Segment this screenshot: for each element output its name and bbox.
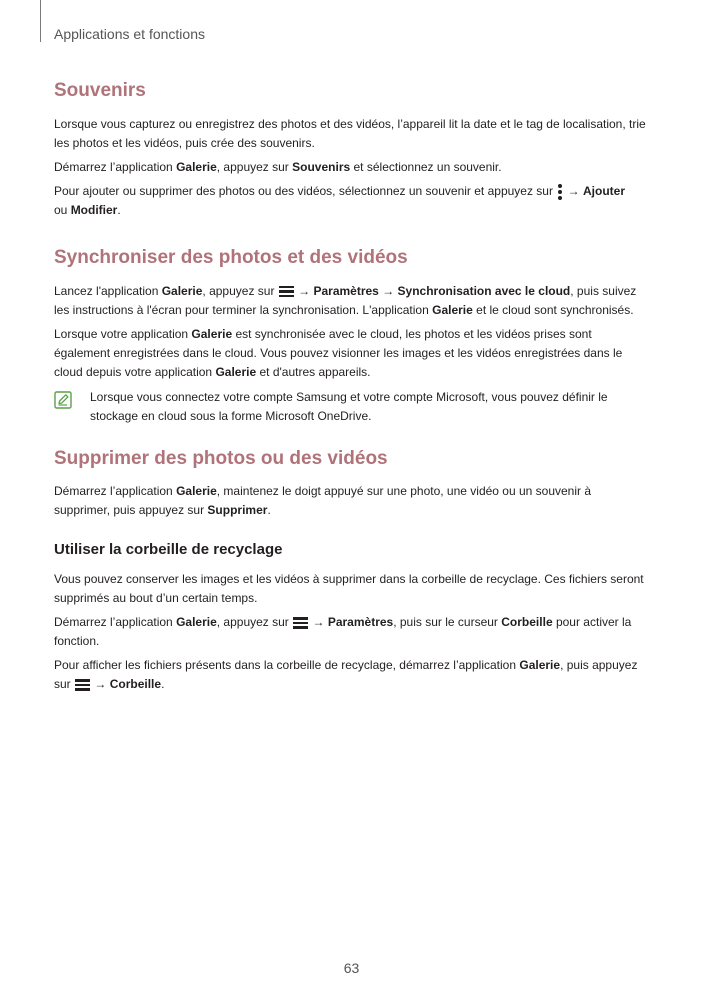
section-supprimer: [54, 448, 650, 521]
paragraph: Lorsque vous capturez ou enregistrez des photos et des vidéos, l’appareil lit la date et le tag de localisation, trie les photos et les vidéos, puis crée des souvenirs.: [54, 116, 646, 150]
ui-term-parametres: Paramètres: [313, 283, 379, 298]
ui-term-synchronisation: Synchronisation avec le cloud: [397, 283, 571, 298]
ui-term-parametres: Paramètres: [327, 615, 394, 630]
section-title-supprimer: Supprimer des photos ou des vidéos: [54, 447, 388, 469]
paragraph: Démarrez l’application Galerie, maintenez le doigt appuyé sur une photo, une vidéo ou un souvenir à supprimer, puis appuyez sur Supprimer.: [54, 484, 592, 518]
arrow: →: [382, 283, 395, 298]
ui-term-corbeille: Corbeille: [109, 677, 162, 692]
paragraph: Pour ajouter ou supprimer des photos ou des vidéos, sélectionnez un souvenir et appuyez sur → Ajouter ou Modifier.: [54, 183, 625, 217]
paragraph: Lorsque votre application Galerie est synchronisée avec le cloud, les photos et les vidéos prises sont également enregistrées dans le cloud. Vous pouvez visionner les images et les vidéos enregistrées dans le cloud depuis votre application Galerie et d'autres appareils.: [54, 326, 623, 379]
arrow: →: [312, 615, 325, 630]
menu-icon: [279, 285, 294, 298]
ui-term-corbeille: Corbeille: [501, 615, 553, 630]
ui-term-galerie: Galerie: [432, 302, 473, 317]
ui-term-souvenirs: Souvenirs: [292, 159, 351, 174]
menu-icon: [293, 616, 308, 629]
page-content: [54, 80, 650, 699]
ui-term-supprimer: Supprimer: [207, 503, 268, 518]
menu-icon: [75, 678, 90, 691]
ui-term-modifier: Modifier: [70, 202, 118, 217]
section-title-synchroniser: Synchroniser des photos et des vidéos: [54, 246, 408, 268]
subsection-title-corbeille: Utiliser la corbeille de recyclage: [54, 541, 283, 559]
section-title-souvenirs: Souvenirs: [54, 80, 146, 101]
more-options-icon: [557, 184, 563, 200]
running-header: Applications et fonctions: [54, 26, 205, 42]
section-souvenirs: [54, 80, 650, 220]
ui-term-galerie: Galerie: [161, 283, 203, 298]
note-text: Lorsque vous connectez votre compte Samsung et votre compte Microsoft, vous pouvez définir le stockage en cloud sous la forme Microsoft OneDrive.: [90, 389, 608, 423]
section-synchroniser: [54, 247, 650, 426]
arrow: →: [298, 283, 311, 298]
paragraph: Vous pouvez conserver les images et les vidéos à supprimer dans la corbeille de recyclage. Ces fichiers seront supprimés au bout d’un certain temps.: [54, 572, 644, 606]
paragraph: Démarrez l’application Galerie, appuyez sur → Paramètres, puis sur le curseur Corbeille pour activer la fonction.: [54, 615, 632, 649]
note-box: [54, 388, 650, 426]
ui-term-galerie: Galerie: [215, 364, 257, 379]
arrow: →: [567, 183, 580, 198]
ui-term-ajouter: Ajouter: [583, 183, 625, 198]
header-divider-line: [40, 0, 41, 42]
ui-term-galerie: Galerie: [191, 326, 233, 341]
ui-term-galerie: Galerie: [176, 159, 217, 174]
arrow: →: [94, 677, 107, 692]
note-icon: [54, 391, 72, 409]
ui-term-galerie: Galerie: [176, 484, 217, 499]
page-number: 63: [343, 960, 360, 976]
ui-term-galerie: Galerie: [176, 615, 217, 630]
ui-term-galerie: Galerie: [519, 658, 561, 673]
section-corbeille: [54, 541, 650, 694]
paragraph: Lancez l'application Galerie, appuyez sur → Paramètres → Synchronisation avec le cloud, puis suivez les instructions à l'écran pour terminer la synchronisation. L'application Galerie et le cloud sont synchronisés.: [54, 283, 637, 317]
paragraph: Pour afficher les fichiers présents dans la corbeille de recyclage, démarrez l’application Galerie, puis appuyez sur → Corbeille.: [54, 658, 638, 692]
paragraph: Démarrez l’application Galerie, appuyez sur Souvenirs et sélectionnez un souvenir.: [54, 159, 502, 174]
